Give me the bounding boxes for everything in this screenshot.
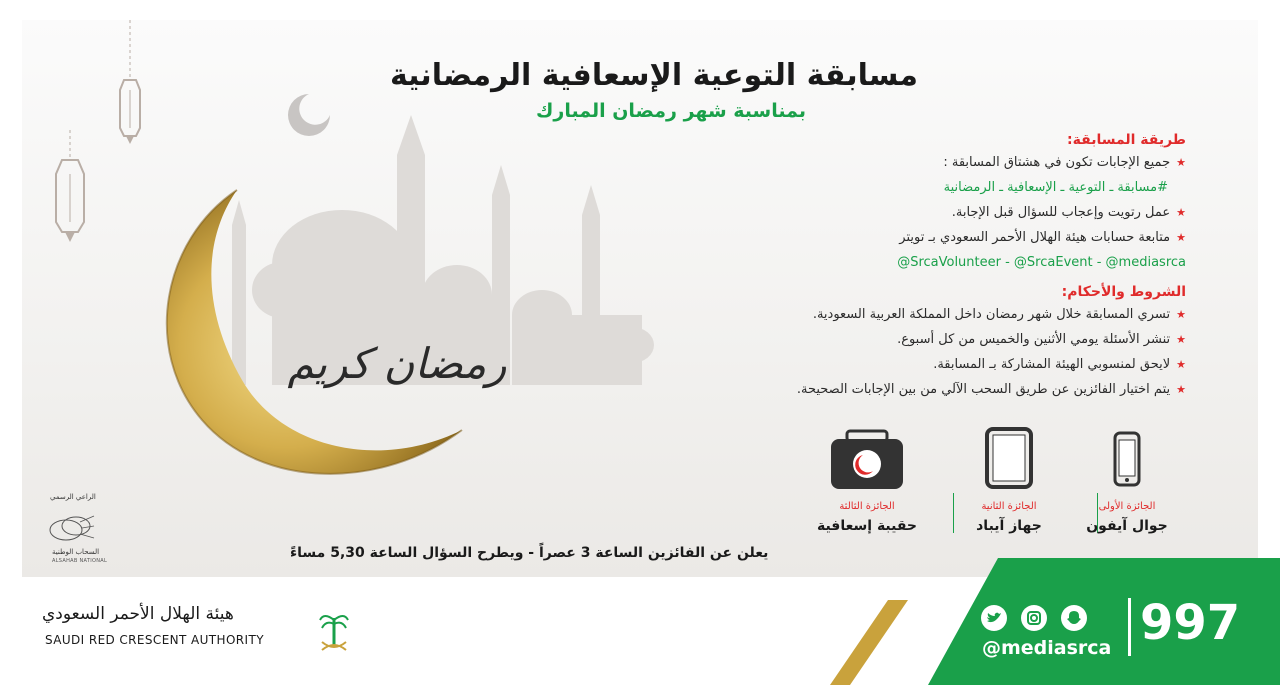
star-icon: ★ [1176, 308, 1186, 321]
org-name-en: SAUDI RED CRESCENT AUTHORITY [45, 633, 264, 647]
star-icon: ★ [1176, 383, 1186, 396]
list-item: ★تسري المسابقة خلال شهر رمضان داخل المملكة العربية السعودية. [812, 307, 1186, 322]
social-handle[interactable]: @mediasrca [982, 637, 1112, 659]
list-item: ★لايحق لمنسوبي الهيئة المشاركة بـ المسابقة. [933, 357, 1186, 372]
phone-icon [1067, 425, 1187, 493]
star-icon: ★ [1176, 231, 1186, 244]
social-icons [980, 604, 1100, 636]
prize-third: الجائزة الثالثة حقيبة إسعافية [807, 425, 927, 550]
hashtag-text: #مسابقة ـ التوعية ـ الإسعافية ـ الرمضانية [943, 180, 1168, 195]
srca-emblem-icon [290, 590, 360, 670]
list-item: ★جميع الإجابات تكون في هشتاق المسابقة : [943, 155, 1186, 170]
sponsor-logo [46, 512, 96, 546]
prize-first: الجائزة الأولى جوال آيفون [1067, 425, 1187, 550]
svg-text:رمضان كريم: رمضان كريم [287, 339, 507, 388]
prizes [807, 425, 1187, 550]
list-item: ★يتم اختيار الفائزين عن طريق السحب الآلي من بين الإجابات الصحيحة. [796, 382, 1186, 397]
terms-heading: الشروط والأحكام: [1061, 284, 1186, 300]
divider [1128, 598, 1131, 656]
gold-stripe [830, 600, 910, 685]
lantern-icon [48, 130, 92, 250]
twitter-icon[interactable] [980, 604, 1008, 632]
org-name-ar: هيئة الهلال الأحمر السعودي [42, 604, 234, 624]
snapchat-icon[interactable] [1060, 604, 1088, 632]
first-aid-bag-icon [807, 425, 927, 493]
star-icon: ★ [1176, 333, 1186, 346]
prize-second: الجائزة الثانية جهاز آيباد [949, 425, 1069, 550]
ramadan-kareem-calligraphy [287, 300, 507, 420]
method-heading: طريقة المسابقة: [1067, 132, 1186, 148]
sponsor-label: الراعي الرسمي [50, 493, 96, 501]
method-section [897, 132, 1186, 275]
terms-section [797, 284, 1186, 402]
star-icon: ★ [1176, 156, 1186, 169]
instagram-icon[interactable] [1020, 604, 1048, 632]
sponsor-name-en: ALSAHAB NATIONAL [52, 558, 108, 564]
announcement: يعلن عن الفائزين الساعة 3 عصراً - ويطرح السؤال الساعة 5,30 مساءً [290, 545, 769, 561]
star-icon: ★ [1176, 206, 1186, 219]
hotline-number: 997 [1140, 595, 1241, 651]
sponsor-name: السحاب الوطنية [52, 548, 100, 556]
list-item: ★متابعة حسابات هيئة الهلال الأحمر السعودي بـ تويتر [899, 230, 1186, 245]
lantern-icon [110, 20, 150, 150]
page-subtitle: بمناسبة شهر رمضان المبارك [535, 100, 806, 122]
list-item: ★عمل رتويت وإعجاب للسؤال قبل الإجابة. [951, 205, 1186, 220]
accounts-text: @SrcaVolunteer - @SrcaEvent - @mediasrca [897, 255, 1186, 270]
poster [22, 20, 1258, 577]
list-item: ★تنشر الأسئلة يومي الأثنين والخميس من كل أسبوع. [897, 332, 1186, 347]
tablet-icon [949, 425, 1069, 493]
page-title: مسابقة التوعية الإسعافية الرمضانية [389, 58, 918, 93]
star-icon: ★ [1176, 358, 1186, 371]
